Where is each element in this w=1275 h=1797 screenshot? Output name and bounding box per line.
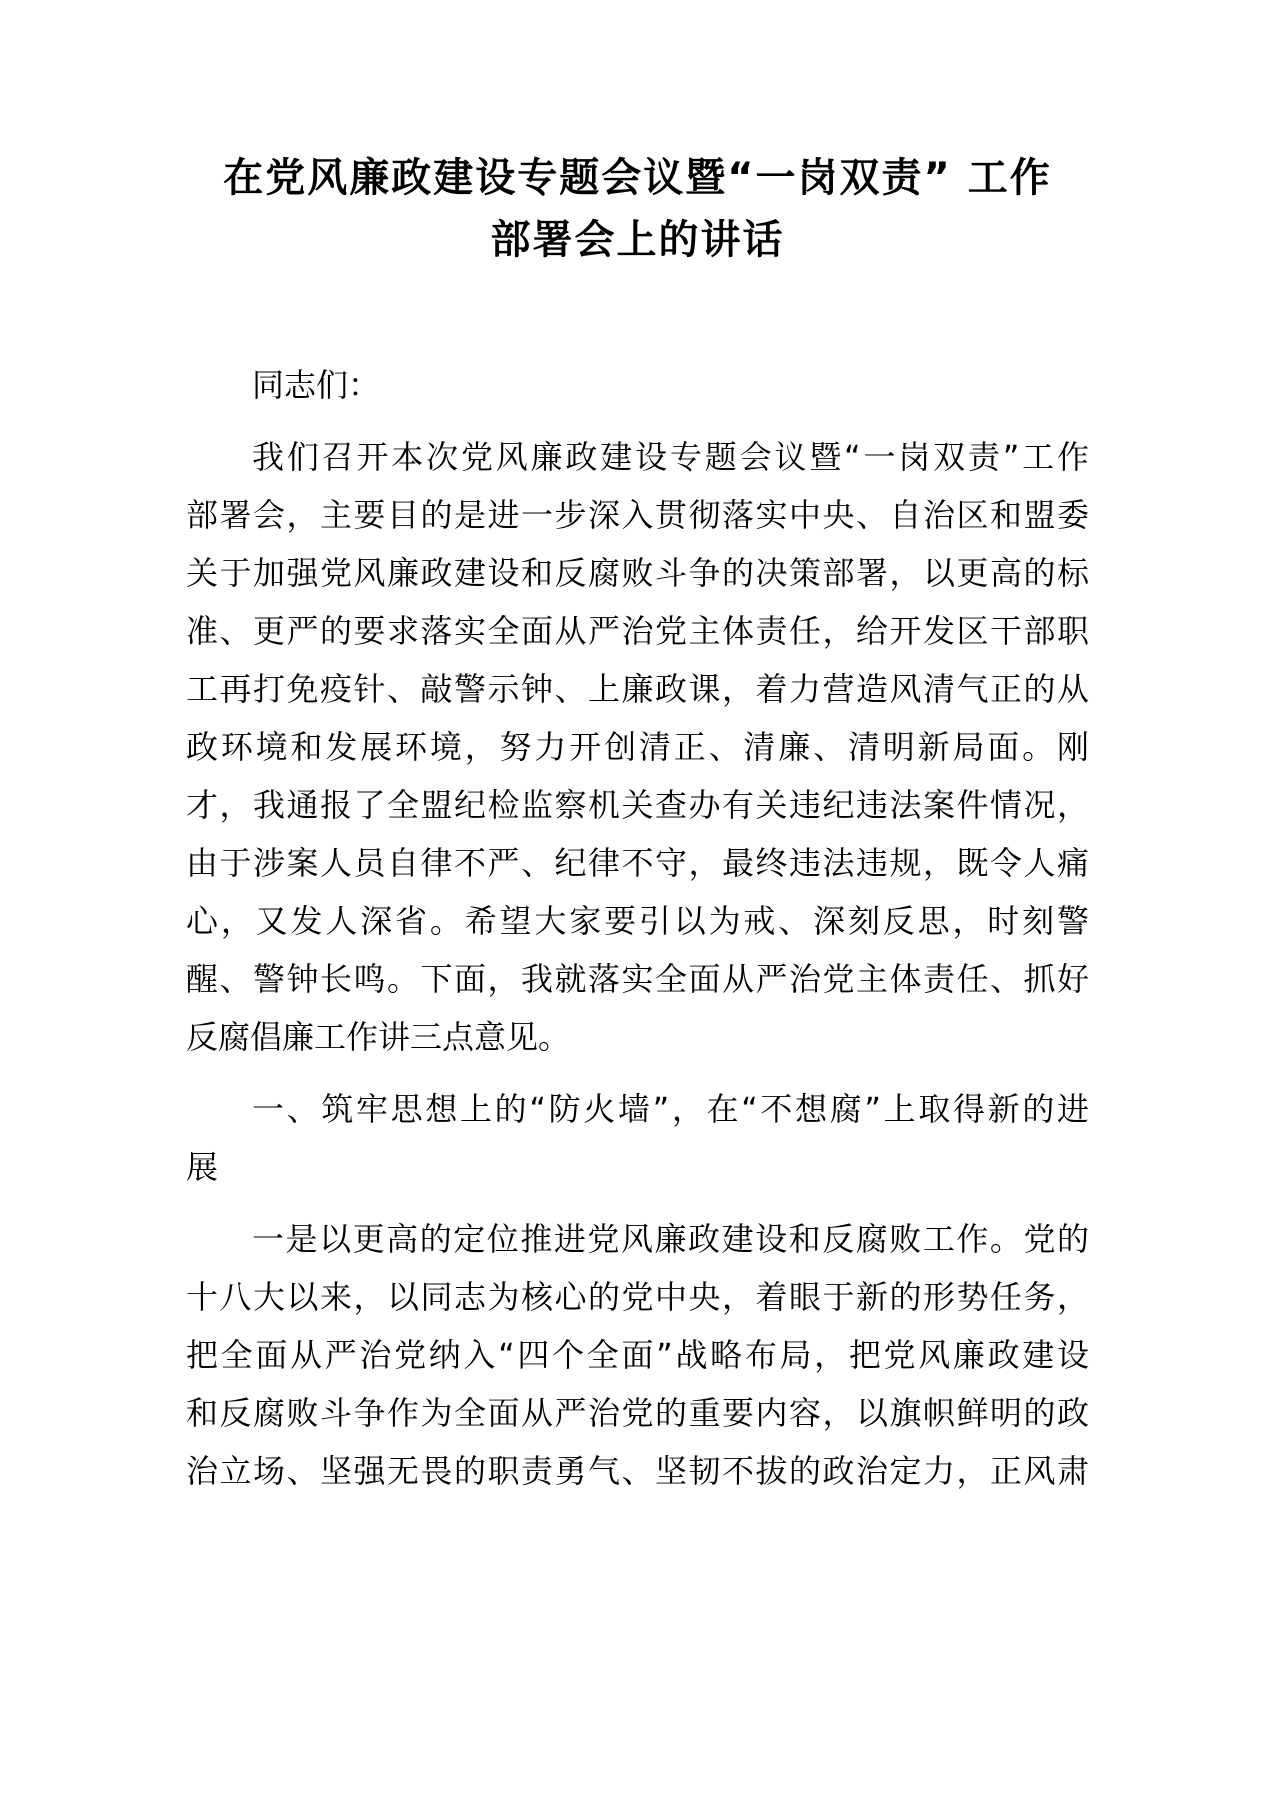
text-line: 才，我通报了全盟纪检监察机关查办有关违纪违法案件情况， [186,786,1089,824]
document-title-line-2: 部署会上的讲话 [490,217,785,263]
text-line: 一是以更高的定位推进党风廉政建设和反腐败工作。党的 [252,1220,1089,1258]
text-line: 工再打免疫针、敲警示钟、上廉政课，着力营造风清气正的从 [186,670,1089,708]
document-title-line-1: 在党风廉政建设专题会议暨“一岗双责” 工作 [223,155,1052,201]
text-line: 一、筑牢思想上的“防火墙”，在“不想腐”上取得新的进 [252,1090,1089,1128]
document-viewport [0,147,1275,1797]
text-line: 把全面从严治党纳入“四个全面”战略布局，把党风廉政建设 [186,1336,1089,1374]
text-line: 部署会，主要目的是进一步深入贯彻落实中央、自治区和盟委 [186,496,1089,534]
text-line: 我们召开本次党风廉政建设专题会议暨“一岗双责”工作 [252,438,1089,476]
document-title [170,147,1105,271]
text-line: 政环境和发展环境，努力开创清正、清廉、清明新局面。刚 [186,728,1089,766]
document-page [0,147,1275,1797]
document-body [186,356,1089,1500]
paragraph-intro [186,428,1089,1066]
text-line: 和反腐败斗争作为全面从严治党的重要内容，以旗帜鲜明的政 [186,1394,1089,1432]
paragraph-heading-1 [186,1080,1089,1196]
text-line: 反腐倡廉工作讲三点意见。 [186,1018,571,1056]
text-line: 关于加强党风廉政建设和反腐败斗争的决策部署，以更高的标 [186,554,1089,592]
text-line: 醒、警钟长鸣。下面，我就落实全面从严治党主体责任、抓好 [186,960,1089,998]
paragraph-salutation [186,356,1089,414]
text-line: 由于涉案人员自律不严、纪律不守，最终违法违规，既令人痛 [186,844,1089,882]
text-line: 展 [186,1148,219,1186]
text-line: 同志们： [252,366,381,404]
text-line: 心，又发人深省。希望大家要引以为戒、深刻反思，时刻警 [186,902,1089,940]
text-line: 准、更严的要求落实全面从严治党主体责任，给开发区干部职 [186,612,1089,650]
paragraph-point-1 [186,1210,1089,1500]
text-line: 十八大以来，以同志为核心的党中央，着眼于新的形势任务， [186,1278,1089,1316]
text-line: 治立场、坚强无畏的职责勇气、坚韧不拔的政治定力，正风肃 [186,1452,1089,1490]
